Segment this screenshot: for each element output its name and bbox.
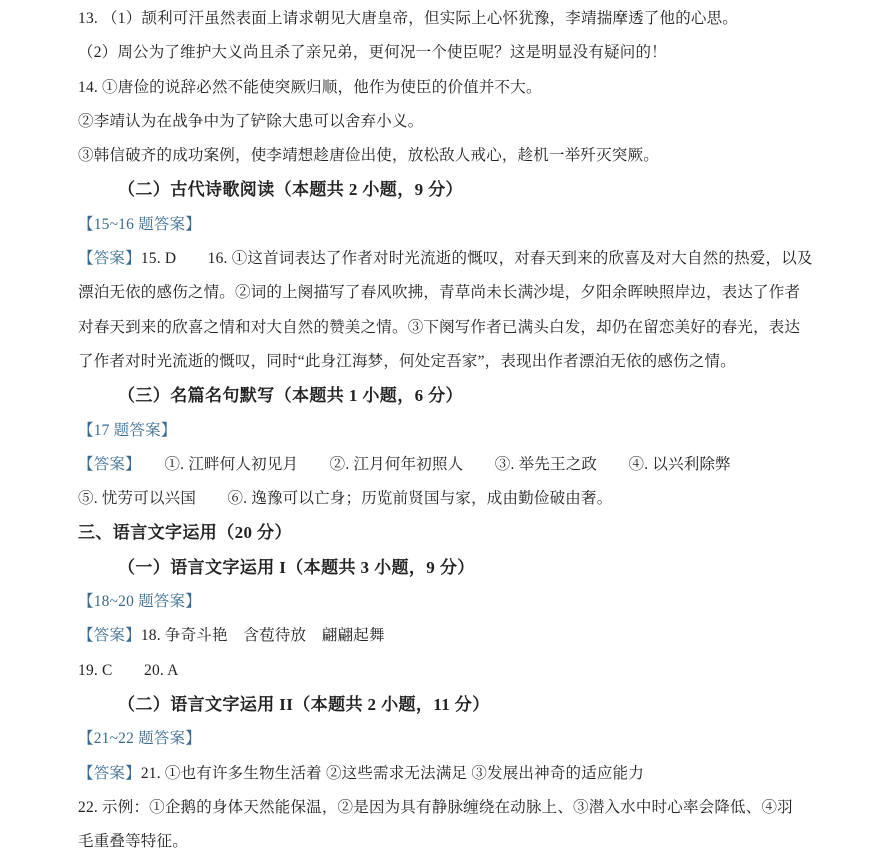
answer-label: 【17 题答案】 xyxy=(78,421,177,439)
answer-label: 【15~16 题答案】 xyxy=(78,215,201,233)
answer-label: 【18~20 题答案】 xyxy=(78,593,201,611)
text-run: 15. D 16. ①这首词表达了作者对时光流逝的慨叹，对春天到来的欣喜及对大自然的热爱，以及 xyxy=(140,250,813,268)
text-run: 22. 示例：①企鹅的身体天然能保温，②是因为具有静脉缠绕在动脉上、③潜入水中时心率会降低、④羽 xyxy=(78,798,793,816)
text-line xyxy=(78,825,814,859)
text-run: 14. ①唐俭的说辞必然不能使突厥归顺，他作为使臣的价值并不大。 xyxy=(78,78,542,96)
text-run: （二）古代诗歌阅读（本题共 2 小题，9 分） xyxy=(118,180,463,200)
answer-label: 【21~22 题答案】 xyxy=(78,730,201,748)
text-run: （二）语言文字运用 II（本题共 2 小题，11 分） xyxy=(118,694,490,714)
answer-label: 【答案】 xyxy=(78,627,141,645)
answer-group-label xyxy=(78,414,814,448)
text-line xyxy=(78,448,814,482)
text-run: ③韩信破齐的成功案例，使李靖想趁唐俭出使，放松敌人戒心，趁机一举歼灭突厥。 xyxy=(78,147,659,165)
text-line xyxy=(78,619,814,653)
text-run: 19. C 20. A xyxy=(78,661,179,679)
text-run: 18. 争奇斗艳 含苞待放 翩翩起舞 xyxy=(140,627,385,645)
text-run: 13. （1）颉利可汗虽然表面上请求朝见大唐皇帝，但实际上心怀犹豫，李靖揣摩透了他的心思。 xyxy=(78,10,739,27)
text-line xyxy=(78,71,814,105)
text-line xyxy=(78,757,814,791)
answer-group-label xyxy=(78,208,814,242)
text-line xyxy=(78,345,814,379)
text-run: （2）周公为了维护大义尚且杀了亲兄弟，更何况一个使臣呢？这是明显没有疑问的！ xyxy=(78,44,667,62)
section-heading xyxy=(78,516,814,550)
answer-label: 【答案】 xyxy=(78,250,141,268)
text-line xyxy=(78,2,814,36)
text-line xyxy=(78,654,814,688)
answer-group-label xyxy=(78,722,814,756)
answer-label: 【答案】 xyxy=(78,455,134,473)
section-heading xyxy=(78,173,814,207)
text-run: ⑤. 忧劳可以兴国 ⑥. 逸豫可以亡身；历览前贤国与家，成由勤俭破由奢。 xyxy=(78,490,613,508)
text-run: 三、语言文字运用（20 分） xyxy=(78,523,292,543)
answer-label: 【答案】 xyxy=(78,764,141,782)
text-line xyxy=(78,242,814,276)
section-heading xyxy=(78,688,814,722)
text-run: 21. ①也有许多生物生活着 ②这些需求无法满足 ③发展出神奇的适应能力 xyxy=(140,764,645,782)
text-run: （三）名篇名句默写（本题共 1 小题，6 分） xyxy=(118,386,463,406)
text-line xyxy=(78,482,814,516)
text-line xyxy=(78,105,814,139)
text-run: 漂泊无依的感伤之情。②词的上阕描写了春风吹拂，青草尚未长满沙堤，夕阳余晖映照岸边，表达了作者 xyxy=(78,284,801,302)
text-line xyxy=(78,36,814,70)
answer-group-label xyxy=(78,585,814,619)
text-line xyxy=(78,139,814,173)
text-line xyxy=(78,276,814,310)
text-run: （一）语言文字运用 I（本题共 3 小题，9 分） xyxy=(118,557,475,577)
text-run: 了作者对时光流逝的慨叹，同时“此身江海梦，何处定吾家”，表现出作者漂泊无依的感伤之情。 xyxy=(78,352,736,370)
section-heading xyxy=(78,379,814,413)
text-run: 对春天到来的欣喜之情和对大自然的赞美之情。③下阕写作者已满头白发，却仍在留恋美好的春光，表达 xyxy=(78,318,801,336)
text-run: 毛重叠等特征。 xyxy=(78,833,188,851)
document-body xyxy=(78,2,814,859)
text-line xyxy=(78,311,814,345)
section-heading xyxy=(78,551,814,585)
text-line xyxy=(78,791,814,825)
text-run: ①. 江畔何人初见月 ②. 江月何年初照人 ③. 举先王之政 ④. 以兴利除弊 xyxy=(133,455,731,473)
text-run: ②李靖认为在战争中为了铲除大患可以舍弃小义。 xyxy=(78,112,424,130)
